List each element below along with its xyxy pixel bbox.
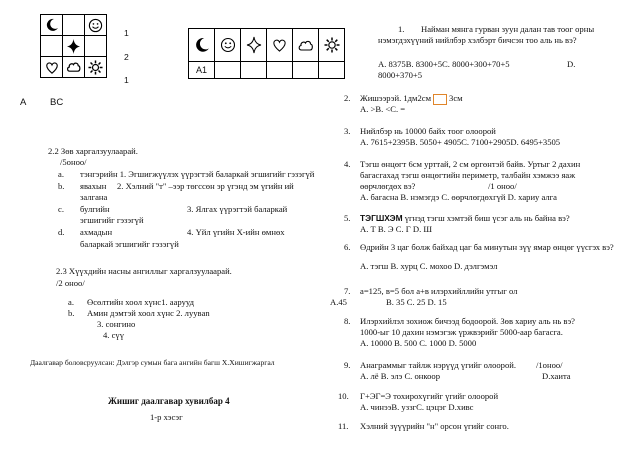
grid-cell: [41, 57, 63, 78]
q6-options: А. тэгш В. хурц С. мохоо D. дэлгэмэл: [360, 261, 498, 271]
footer-subtitle: 1-р хэсэг: [150, 412, 183, 422]
shape-cell: [215, 62, 241, 79]
label-a: A: [20, 97, 27, 108]
q23-title: 2.3 Хүүхдийн насны ангиллыг харгалзуулаарай.: [56, 266, 232, 276]
q7-option-a: А.45: [330, 297, 347, 307]
q9-options: А. лё В. элэ С. онкоор: [360, 371, 440, 381]
grid-cell: [63, 15, 85, 36]
grid-row-number: 1: [124, 75, 129, 85]
q11-text: Хэлний зүүүрийн "н" орсон үгийг сонго.: [360, 421, 509, 431]
q23-row-text: Амин дэмтэй хоол хүнс 2. луувan: [87, 308, 210, 318]
q9-points: /1оноо/: [536, 360, 563, 370]
answer-box[interactable]: [433, 94, 447, 105]
star-sparkle-icon: [66, 38, 81, 55]
q8-text-2: 1000-ыг 10 дахин нэмэгэж үржвэрийг 5000-аар багасга.: [360, 327, 563, 337]
q2-text: Жишээрэй. 1дм2см: [360, 93, 432, 103]
q9-text: Анаграммыг тайлж нэрүүд үгийг олоорой.: [360, 360, 517, 370]
q2-row: [360, 93, 463, 105]
grid-cell: [85, 36, 107, 57]
q22-row-text: ахмадын: [80, 227, 113, 237]
q5-row: [360, 213, 570, 223]
shape-cell: [241, 62, 267, 79]
q6-text: Өдрийн 3 цаг болж байхад цаг ба минутын зүү ямар өнцөг үүсгэх вэ?: [360, 242, 614, 252]
q4-points: /1 оноо/: [488, 181, 517, 191]
q1-option-d-value: 8000+370+5: [378, 70, 423, 80]
shape-cell: [189, 29, 215, 62]
q23-row-text: 3. сонгино: [97, 319, 136, 329]
shape-cell: [215, 29, 241, 62]
q4-text-2: багасгахад тэгш өнцөгтийн периметр, талбайн хэмжээ яаж: [360, 170, 576, 180]
q1-number: 1.: [398, 24, 405, 34]
sun-icon: [88, 60, 103, 75]
moon-icon: [45, 18, 59, 32]
shape-cell: [267, 29, 293, 62]
moon-icon: [194, 37, 210, 53]
shape-cell: [319, 29, 345, 62]
q2-options: А. >В. <C. =: [360, 104, 406, 114]
q1-options: А. 8375В. 8300+5C. 8000+300+70+5: [378, 59, 510, 69]
q4-text-3: өөрчлөгдөх вэ?: [360, 181, 416, 191]
q6-number: 6.: [344, 242, 351, 252]
shape-cell: [293, 29, 319, 62]
cloud-icon: [66, 60, 81, 74]
q9-option-d: D.хаита: [542, 371, 571, 381]
q5-word: ТЭГШХЭМ: [360, 213, 403, 223]
label-bc: BC: [50, 97, 64, 108]
q23-marker: b.: [68, 308, 75, 318]
q23-row-text: Өсөлтийн хоол хүнс1. аарууд: [87, 297, 195, 307]
cloud-icon: [297, 38, 314, 53]
q22-points: /5оноо/: [60, 157, 87, 167]
q1-option-d: D.: [567, 59, 576, 69]
smiley-icon: [88, 18, 103, 33]
heart-icon: [45, 61, 59, 74]
q8-number: 8.: [344, 316, 351, 326]
shape-cell: [267, 62, 293, 79]
q4-options: А. багасна В. нэмэгдэ С. өөрчлөгдөхгүй D. хариу алга: [360, 192, 558, 202]
grid-cell: [85, 57, 107, 78]
q23-row-text: 4. сүү: [103, 330, 125, 340]
q7-options: В. 35 С. 25 D. 15: [386, 297, 447, 307]
q22-row-text: залгана: [80, 192, 108, 202]
q10-number: 10.: [338, 391, 349, 401]
symbol-grid: [40, 14, 107, 78]
q22-marker: d.: [58, 227, 65, 237]
grid-cell: [63, 57, 85, 78]
q10-text: Г+ЭГ=Э тохирохүгийг үгийг олоорой: [360, 391, 499, 401]
q4-text: Тэгш өнцөгт 6см урттай, 2 см өргөнтэй байв. Уртыг 2 дахин: [360, 159, 581, 169]
q11-number: 11.: [338, 421, 349, 431]
q23-points: /2 оноо/: [56, 278, 85, 288]
q22-title: 2.2 Зөв харгалзуулаарай.: [48, 146, 138, 156]
q22-marker: a.: [58, 169, 64, 179]
q22-marker: b.: [58, 181, 65, 191]
q22-row-option: 4. Үйл үгийн Х-ийн өмнөх: [187, 227, 285, 237]
cell-label-a1: A1: [195, 64, 207, 75]
q4-number: 4.: [344, 159, 351, 169]
q23-marker: a.: [68, 297, 74, 307]
grid-cell: [85, 15, 107, 36]
q3-number: 3.: [344, 126, 351, 136]
q22-row-option: 2. Хэлний "т" –ээр төгссөн эр үгэнд эм үгийн ий: [117, 181, 294, 191]
q2-text-end: 3см: [449, 93, 463, 103]
q9-number: 9.: [344, 360, 351, 370]
grid-row-number: 2: [124, 52, 129, 62]
q1-text: Найман мянга гурван зуун далан тав тоог орны: [421, 24, 595, 34]
shape-cell: [293, 62, 319, 79]
sun-icon: [324, 37, 340, 53]
q8-text: Илэрхийлэл зохиож бичээд бодоорой. Зөв хариу аль нь вэ?: [360, 316, 575, 326]
q5-options: А. Т В. Э С. Г D. Ш: [360, 224, 433, 234]
q8-options: А. 10000 В. 500 С. 1000 D. 5000: [360, 338, 477, 348]
grid-cell: [41, 36, 63, 57]
q5-text: үгнэд тэгш хэмтэй биш үсэг аль нь байна вэ?: [404, 213, 570, 223]
shape-cell: [319, 62, 345, 79]
q5-number: 5.: [344, 213, 351, 223]
smiley-icon: [220, 37, 236, 53]
q7-text: а=125, в=5 бол а+в илэрхийллийн утгыг ол: [360, 286, 518, 296]
grid-cell: [63, 36, 85, 57]
footer-title: Жишиг даалгавар хувилбар 4: [108, 396, 230, 406]
shape-cell: [241, 29, 267, 62]
heart-icon: [272, 38, 287, 52]
shape-table: [188, 28, 345, 79]
q22-row-text: тэнгэрийн 1. Эгшигжүүлэх үүрэгтэй баларкай эгшигийг гэзэгүй: [80, 169, 315, 179]
q22-row-option: 3. Ялгах үүрэгтэй баларкай: [187, 204, 288, 214]
q7-number: 7.: [344, 286, 351, 296]
q22-row-text: эгшигийг гэзэгүй: [80, 215, 144, 225]
q3-text: Нийлбэр нь 10000 байх тоог олоорой: [360, 126, 496, 136]
q1-text-2: нэмэгдэхүүний нийлбэр хэлбэрт бичсэн тоо аль нь вэ?: [378, 35, 577, 45]
grid-cell: [41, 15, 63, 36]
q22-row-text: явахын: [80, 181, 107, 191]
compiler-note: Даалгавар боловсруулсан: Дэлгэр сумын бага ангийн багш Х.Хишигжаргал: [30, 358, 275, 367]
grid-row-number: 1: [124, 28, 129, 38]
q3-options: А. 7615+2395В. 5050+ 4905C. 7100+2905D. 6495+3505: [360, 137, 561, 147]
q22-marker: c.: [58, 204, 64, 214]
q22-row-text: баларкай эгшигийг гэзэгүй: [80, 239, 179, 249]
star-sparkle-icon: [246, 36, 262, 54]
q10-options: А. чинээВ. уззгС. цэцэг D.хивс: [360, 402, 474, 412]
shape-cell: [189, 62, 215, 79]
q2-number: 2.: [344, 93, 351, 103]
q22-row-text: булгийн: [80, 204, 110, 214]
